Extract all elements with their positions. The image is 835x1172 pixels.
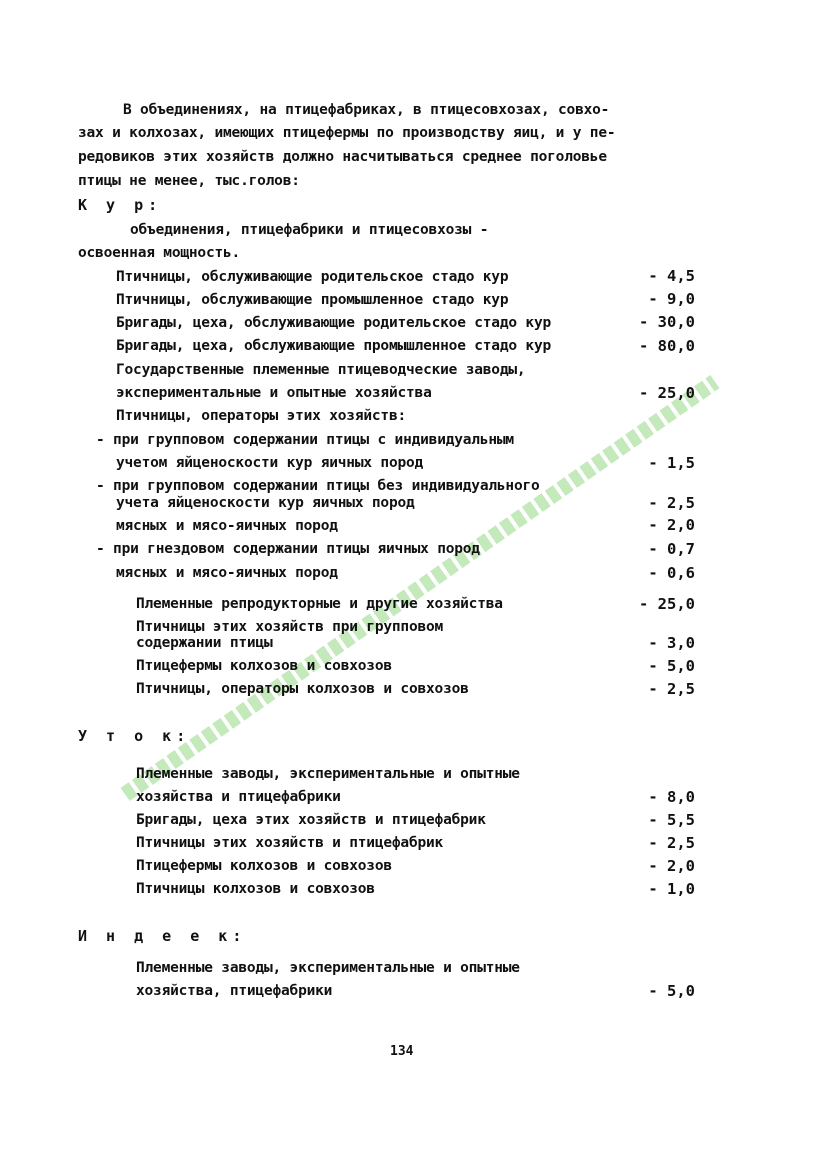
kur-row-value: - 5,0 xyxy=(648,657,695,675)
kur-row-label: Птичницы, операторы этих хозяйств: xyxy=(116,408,407,424)
kur-row-label-line-1: Птичницы этих хозяйств при групповом xyxy=(136,619,444,635)
intro-line-2: зах и колхозах, имеющих птицефермы по производству яиц, и у пе- xyxy=(78,125,616,141)
section-heading-indeek: И н д е е к: xyxy=(78,927,247,945)
intro-line-3: редовиков этих хозяйств должно насчитываться среднее поголовье xyxy=(78,149,607,165)
kur-subheading-2: освоенная мощность. xyxy=(78,245,241,261)
kur-row-value: - 0,7 xyxy=(648,540,695,558)
utok-row-label-line-1: Племенные заводы, экспериментальные и опытные xyxy=(136,766,520,782)
kur-row-label-line-1: - при групповом содержании птицы с индивидуальным xyxy=(96,432,514,448)
kur-row-label: - при гнездовом содержании птицы яичных пород xyxy=(96,541,480,557)
utok-row-value: - 5,5 xyxy=(648,811,695,829)
kur-row-label: Бригады, цеха, обслуживающие родительское стадо кур xyxy=(116,315,552,331)
kur-row-value: - 2,5 xyxy=(648,680,695,698)
indeek-row-label-line-2: хозяйства, птицефабрики xyxy=(136,983,333,999)
page-number: 134 xyxy=(390,1044,414,1059)
kur-row-value: - 25,0 xyxy=(639,384,695,402)
intro-line-1: В объединениях, на птицефабриках, в птицесовхозах, совхо- xyxy=(123,102,610,118)
kur-row-value: - 4,5 xyxy=(648,267,695,285)
kur-row-label: Племенные репродукторные и другие хозяйства xyxy=(136,596,503,612)
kur-row-value: - 1,5 xyxy=(648,454,695,472)
kur-row-label: Птичницы, обслуживающие родительское стадо кур xyxy=(116,269,509,285)
intro-line-4: птицы не менее, тыс.голов: xyxy=(78,173,300,189)
utok-row-label: Бригады, цеха этих хозяйств и птицефабрик xyxy=(136,812,486,828)
section-heading-utok: У т о к: xyxy=(78,727,191,745)
utok-row-value: - 2,5 xyxy=(648,834,695,852)
kur-row-label-line-1: Государственные племенные птицеводческие заводы, xyxy=(116,362,526,378)
kur-row-value: - 25,0 xyxy=(639,595,695,613)
indeek-row-value: - 5,0 xyxy=(648,982,695,1000)
kur-row-label-line-2: учетом яйценоскости кур яичных пород xyxy=(116,455,424,471)
kur-row-label: мясных и мясо-яичных пород xyxy=(116,518,338,534)
kur-row-label-line-2: учета яйценоскости кур яичных пород xyxy=(116,495,415,511)
kur-row-value: - 3,0 xyxy=(648,634,695,652)
kur-row-label-line-1: - при групповом содержании птицы без индивидуального xyxy=(96,478,540,494)
kur-row-value: - 9,0 xyxy=(648,290,695,308)
kur-row-label: Птичницы, операторы колхозов и совхозов xyxy=(136,681,469,697)
kur-row-label-line-2: содержании птицы xyxy=(136,635,273,651)
utok-row-value: - 1,0 xyxy=(648,880,695,898)
utok-row-label: Птичницы колхозов и совхозов xyxy=(136,881,375,897)
kur-row-value: - 0,6 xyxy=(648,564,695,582)
utok-row-label: Птичницы этих хозяйств и птицефабрик xyxy=(136,835,444,851)
section-heading-kur: К у р: xyxy=(78,196,163,214)
kur-row-value: - 30,0 xyxy=(639,313,695,331)
kur-row-label: Бригады, цеха, обслуживающие промышленное стадо кур xyxy=(116,338,552,354)
kur-row-label: Птицефермы колхозов и совхозов xyxy=(136,658,392,674)
kur-row-label: мясных и мясо-яичных пород xyxy=(116,565,338,581)
kur-row-label: Птичницы, обслуживающие промышленное стадо кур xyxy=(116,292,509,308)
utok-row-label-line-2: хозяйства и птицефабрики xyxy=(136,789,341,805)
kur-row-value: - 80,0 xyxy=(639,337,695,355)
utok-row-value: - 2,0 xyxy=(648,857,695,875)
utok-row-label: Птицефермы колхозов и совхозов xyxy=(136,858,392,874)
utok-row-value: - 8,0 xyxy=(648,788,695,806)
kur-subheading-1: объединения, птицефабрики и птицесовхозы - xyxy=(130,222,489,238)
kur-row-value: - 2,0 xyxy=(648,516,695,534)
kur-row-value: - 2,5 xyxy=(648,494,695,512)
kur-row-label-line-2: экспериментальные и опытные хозяйства xyxy=(116,385,432,401)
indeek-row-label-line-1: Племенные заводы, экспериментальные и опытные xyxy=(136,960,520,976)
